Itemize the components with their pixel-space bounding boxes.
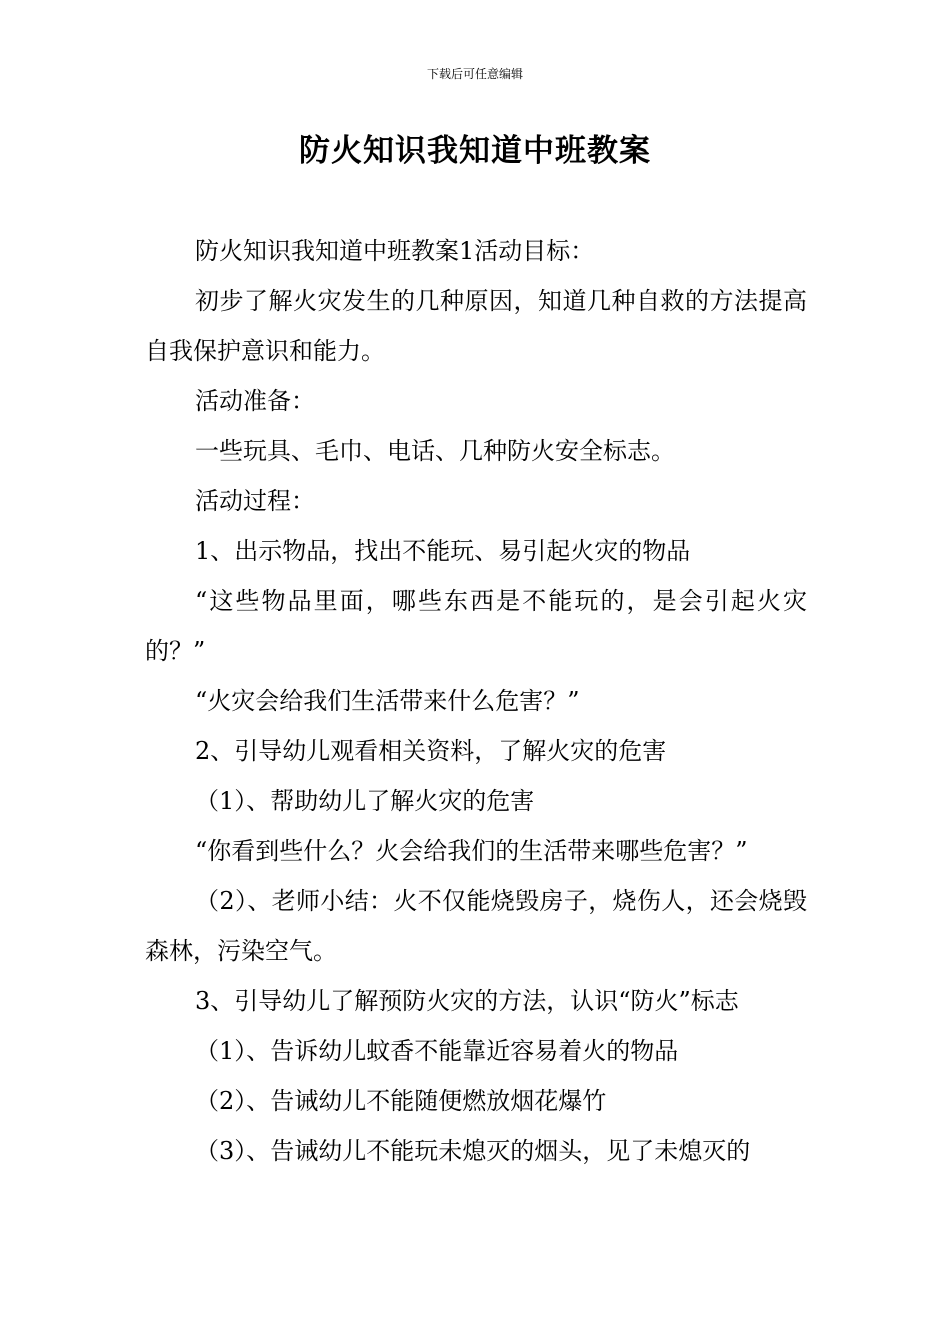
paragraph-10: （1）、帮助幼儿了解火灾的危害 — [195, 787, 535, 815]
paragraph-3: 活动准备： — [195, 387, 315, 415]
paragraph-15: （2）、告诫幼儿不能随便燃放烟花爆竹 — [195, 1087, 607, 1115]
paragraph-7: “这些物品里面，哪些东西是不能玩的，是会引起火灾的？” — [145, 587, 807, 665]
paragraph-11: “你看到些什么？火会给我们的生活带来哪些危害？” — [195, 837, 748, 865]
document-title: 防火知识我知道中班教案 — [299, 133, 651, 169]
paragraph-9: 2、引导幼儿观看相关资料，了解火灾的危害 — [195, 737, 667, 765]
paragraph-4: 一些玩具、毛巾、电话、几种防火安全标志。 — [195, 437, 675, 465]
paragraph-2: 初步了解火灾发生的几种原因，知道几种自救的方法提高自我保护意识和能力。 — [145, 287, 807, 365]
document-body — [145, 226, 807, 1176]
paragraph-8: “火灾会给我们生活带来什么危害？” — [195, 687, 580, 715]
paragraph-6: 1、出示物品，找出不能玩、易引起火灾的物品 — [195, 537, 691, 565]
paragraph-16: （3）、告诫幼儿不能玩未熄灭的烟头，见了未熄灭的 — [195, 1137, 751, 1165]
paragraph-1: 防火知识我知道中班教案1活动目标： — [195, 237, 595, 265]
paragraph-5: 活动过程： — [195, 487, 315, 515]
paragraph-14: （1）、告诉幼儿蚊香不能靠近容易着火的物品 — [195, 1037, 679, 1065]
paragraph-13: 3、引导幼儿了解预防火灾的方法，认识“防火”标志 — [195, 987, 739, 1015]
header-note: 下载后可任意编辑 — [426, 67, 523, 81]
paragraph-12: （2）、老师小结：火不仅能烧毁房子，烧伤人，还会烧毁森林，污染空气。 — [145, 887, 807, 965]
